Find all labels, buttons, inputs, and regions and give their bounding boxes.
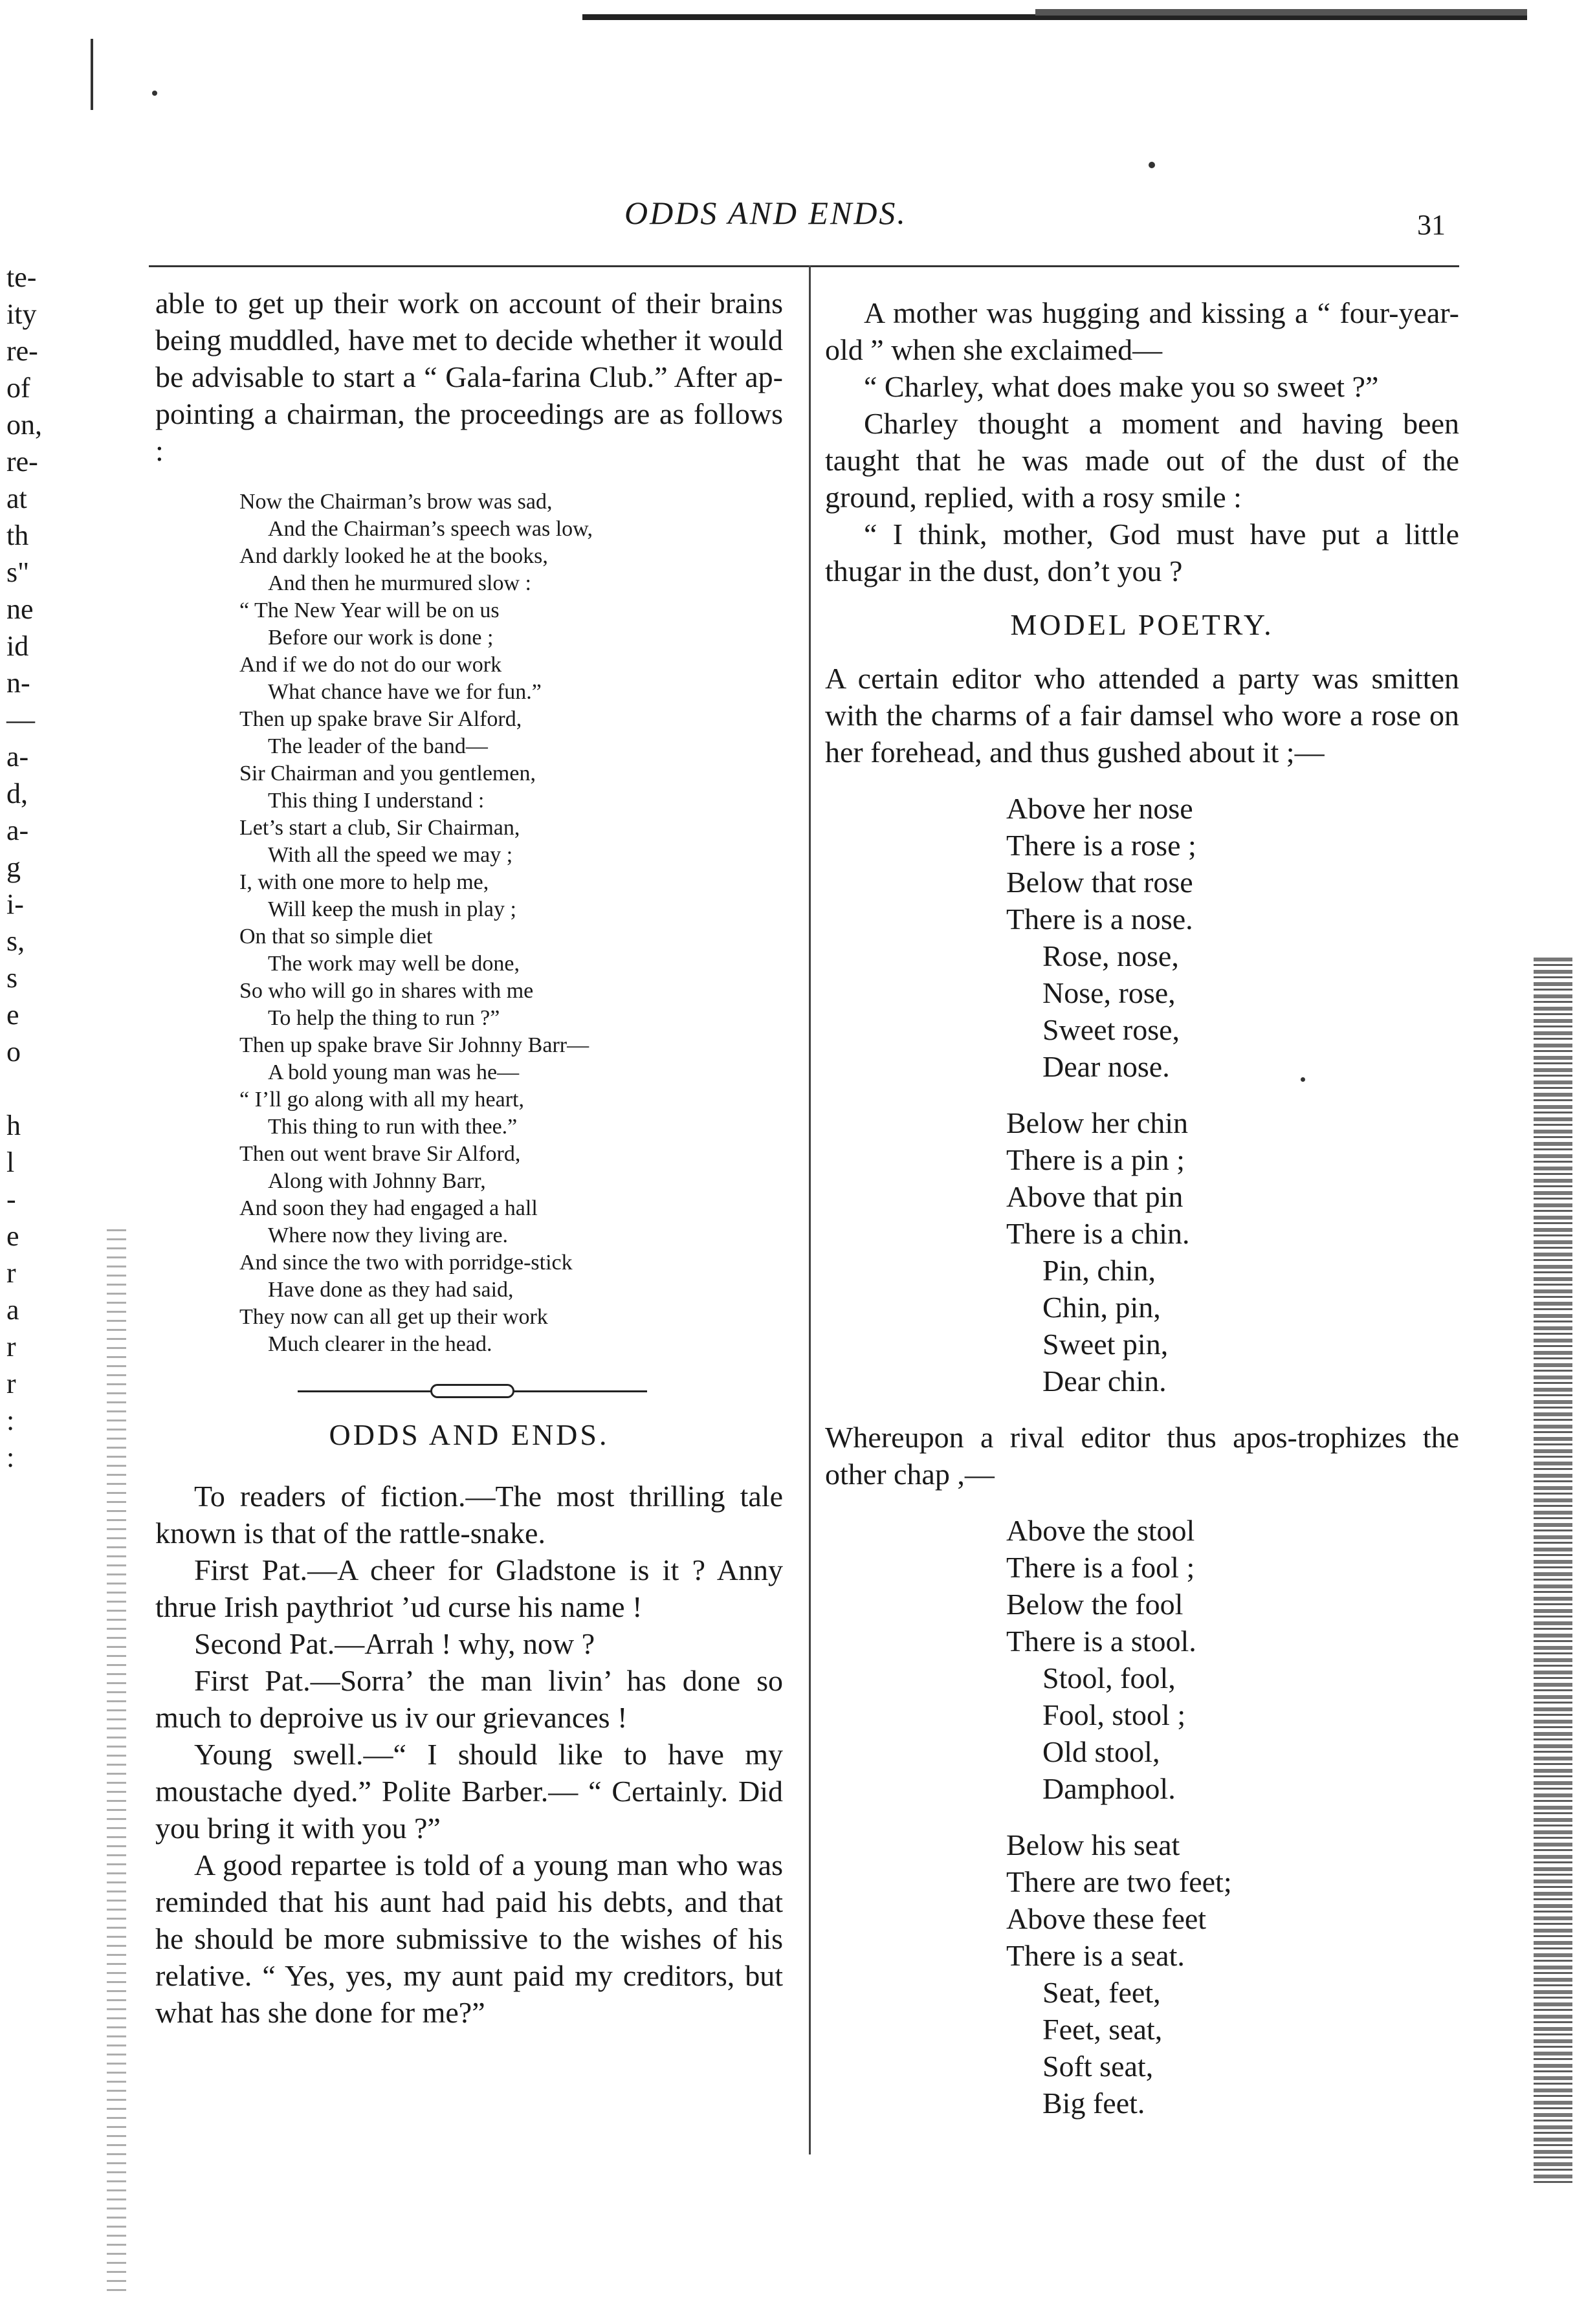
poem-line: Along with Johnny Barr, [268, 1169, 486, 1193]
margin-fragment: e [6, 1220, 19, 1252]
section-ornament [298, 1384, 647, 1398]
verse-line: Rose, nose, [1042, 939, 1179, 972]
anecdote-paragraph: Charley thought a moment and having been taught that he was made out of the dust of the ground, replied, with a rosy smile : [825, 407, 1459, 514]
margin-fragment: g [6, 851, 21, 883]
poem-line: Let’s start a club, Sir Chairman, [239, 816, 520, 840]
verse-line: Fool, stool ; [1042, 1698, 1186, 1731]
poem-line: What chance have we for fun.” [268, 680, 542, 704]
poem-line: This thing to run with thee.” [268, 1115, 518, 1139]
verse-line: Sweet rose, [1042, 1013, 1180, 1046]
joke-paragraph: To readers of fiction.—The most thrilling tale known is that of the rattle-snake. [155, 1480, 783, 1550]
verse-line: Seat, feet, [1042, 1976, 1161, 2009]
anecdote-paragraph: A mother was hugging and kissing a “ four-year-old ” when she exclaimed— [825, 296, 1459, 366]
verse-line: There is a fool ; [1006, 1551, 1195, 1584]
poem-line: “ I’ll go along with all my heart, [239, 1088, 524, 1112]
poem-line: The work may well be done, [268, 952, 520, 976]
joke-paragraph: A good repartee is told of a young man who was reminded that his aunt had paid his debts, and that he should be more submissive to the wishes of his relative. “ Yes, yes, my aunt paid my creditors, but what has she done for me?” [155, 1848, 783, 2029]
margin-fragment: re- [6, 446, 38, 477]
scan-speck [152, 91, 157, 96]
verse-line: Below the fool [1006, 1588, 1184, 1621]
verse-line: Pin, chin, [1042, 1254, 1156, 1287]
margin-fragment: of [6, 372, 30, 404]
verse-stool [1006, 1512, 1459, 1807]
margin-fragment: s [6, 962, 18, 994]
poem-line: Now the Chairman’s brow was sad, [239, 490, 553, 514]
verse-chin [1006, 1104, 1459, 1399]
running-title: ODDS AND ENDS. [624, 195, 907, 231]
scan-top-rule-dark [1035, 9, 1527, 16]
poem-line: Will keep the mush in play ; [268, 897, 516, 921]
poem-line: And the Chairman’s speech was low, [268, 517, 593, 541]
poem-line: And soon they had engaged a hall [239, 1196, 538, 1220]
margin-fragment: th [6, 520, 29, 551]
anecdote [825, 294, 1459, 589]
margin-fragment: ity [6, 298, 37, 330]
verse-line: There is a stool. [1006, 1625, 1196, 1658]
joke-paragraph: First Pat.—A cheer for Gladstone is it ? Anny thrue Irish paythriot ’ud curse his name ! [155, 1553, 783, 1623]
scan-edge-noise-right [1534, 958, 1572, 2187]
anecdote-paragraph: “ Charley, what does make you so sweet ?” [864, 370, 1379, 403]
verse-rose [1006, 790, 1459, 1085]
poem-line: With all the speed we may ; [268, 843, 513, 867]
rival-intro: Whereupon a rival editor thus apos-trophizes the other chap ,— [825, 1421, 1459, 1491]
margin-fragment: a [6, 1294, 19, 1326]
verse-line: There is a seat. [1006, 1939, 1185, 1972]
verse-line: Stool, fool, [1042, 1661, 1176, 1694]
verse-line: Below that rose [1006, 866, 1193, 899]
left-column [155, 285, 783, 2031]
verse-line: Below her chin [1006, 1106, 1189, 1139]
verse-line: Old stool, [1042, 1735, 1160, 1768]
verse-line: Sweet pin, [1042, 1328, 1169, 1361]
margin-fragment: e [6, 999, 19, 1031]
verse-line: There is a chin. [1006, 1217, 1190, 1250]
jokes-list [155, 1478, 783, 2031]
club-poem [239, 488, 783, 1358]
verse-line: Damphool. [1042, 1772, 1176, 1805]
margin-fragment [6, 1070, 65, 1107]
verse-line: Feet, seat, [1042, 2013, 1163, 2046]
margin-fragment: r [6, 1257, 16, 1289]
margin-fragment: - [6, 1183, 16, 1215]
verse-seat [1006, 1826, 1459, 2121]
poem-line: Then out went brave Sir Alford, [239, 1142, 521, 1166]
margin-fragment: at [6, 483, 27, 514]
margin-fragment: s" [6, 556, 30, 588]
poem-line: They now can all get up their work [239, 1305, 548, 1329]
poem-line: And then he murmured slow : [268, 571, 531, 595]
margin-fragment: a- [6, 741, 29, 773]
model-poetry-intro: A certain editor who attended a party was smitten with the charms of a fair damsel who wore a rose on her forehead, and thus gushed about it ;— [825, 662, 1459, 769]
joke-paragraph: First Pat.—Sorra’ the man livin’ has done so much to deproive us iv our grievances ! [155, 1664, 783, 1734]
margin-fragment: r [6, 1368, 16, 1399]
poem-line: “ The New Year will be on us [239, 598, 500, 622]
verse-line: Above these feet [1006, 1902, 1207, 1935]
poem-line: The leader of the band— [268, 734, 488, 758]
header-rule [149, 265, 1459, 267]
scan-speck [1149, 162, 1155, 168]
margin-fragment: r [6, 1331, 16, 1363]
poem-line: Then up spake brave Sir Johnny Barr— [239, 1033, 589, 1057]
poem-line: And darkly looked he at the books, [239, 544, 548, 568]
poem-line: To help the thing to run ?” [268, 1006, 500, 1030]
verse-line: There is a pin ; [1006, 1143, 1185, 1176]
margin-fragment: o [6, 1036, 21, 1068]
poem-line: On that so simple diet [239, 925, 433, 948]
poem-line: Have done as they had said, [268, 1278, 514, 1302]
margin-fragment: te- [6, 261, 37, 293]
adjacent-page-fragments [6, 259, 65, 1476]
verse-line: Chin, pin, [1042, 1291, 1161, 1324]
intro-paragraph: able to get up their work on account of their brains being muddled, have met to decide whether it would be advisable to start a “ Gala-farina Club.” After ap-pointing a chairman, the proceedings are as follows : [155, 287, 783, 467]
page-number: 31 [1417, 209, 1446, 241]
margin-fragment: i- [6, 888, 24, 920]
poem-line: And since the two with porridge-stick [239, 1251, 573, 1275]
verse-line: Dear nose. [1042, 1050, 1170, 1083]
joke-paragraph: Young swell.—“ I should like to have my moustache dyed.” Polite Barber.— “ Certainly. Did you bring it with you ?” [155, 1738, 783, 1845]
scan-mark [91, 39, 100, 110]
poem-line: Sir Chairman and you gentlemen, [239, 762, 536, 785]
poem-line: Where now they living are. [268, 1223, 509, 1247]
poem-line: So who will go in shares with me [239, 979, 534, 1003]
verse-line: Below his seat [1006, 1828, 1180, 1861]
scan-edge-noise-left [107, 1229, 126, 2297]
verse-line: There is a rose ; [1006, 829, 1196, 862]
verse-line: Big feet. [1042, 2087, 1145, 2120]
verse-line: Nose, rose, [1042, 976, 1176, 1009]
margin-fragment: re- [6, 335, 38, 367]
verse-line: Dear chin. [1042, 1365, 1167, 1398]
right-column [825, 294, 1459, 2121]
poem-line: I, with one more to help me, [239, 870, 489, 894]
poem-line: A bold young man was he— [268, 1060, 520, 1084]
verse-line: Above the stool [1006, 1514, 1195, 1547]
margin-fragment: d, [6, 778, 28, 809]
poem-line: Before our work is done ; [268, 626, 494, 650]
anecdote-paragraph: “ I think, mother, God must have put a little thugar in the dust, don’t you ? [825, 518, 1459, 587]
verse-line: Soft seat, [1042, 2050, 1154, 2083]
margin-fragment: — [6, 704, 35, 736]
margin-fragment: ne [6, 593, 34, 625]
margin-fragment: n- [6, 667, 30, 699]
margin-fragment: a- [6, 815, 29, 846]
joke-paragraph: Second Pat.—Arrah ! why, now ? [194, 1627, 595, 1660]
margin-fragment: : [6, 1442, 15, 1473]
margin-fragment: h [6, 1110, 21, 1141]
section-title-odds-and-ends: ODDS AND ENDS. [329, 1418, 610, 1451]
poem-line: Much clearer in the head. [268, 1332, 492, 1356]
margin-fragment: : [6, 1405, 15, 1436]
margin-fragment: s, [6, 925, 25, 957]
margin-fragment: id [6, 630, 29, 662]
section-title-model-poetry: MODEL POETRY. [1010, 608, 1274, 641]
poem-line: And if we do not do our work [239, 653, 502, 677]
verse-line: There is a nose. [1006, 903, 1193, 936]
verse-line: Above that pin [1006, 1180, 1184, 1213]
verse-line: There are two feet; [1006, 1865, 1232, 1898]
poem-line: Then up spake brave Sir Alford, [239, 707, 522, 731]
margin-fragment: l [6, 1146, 15, 1178]
column-divider [809, 265, 811, 2154]
poem-line: This thing I understand : [268, 789, 485, 813]
verse-line: Above her nose [1006, 792, 1193, 825]
margin-fragment: on, [6, 409, 42, 441]
